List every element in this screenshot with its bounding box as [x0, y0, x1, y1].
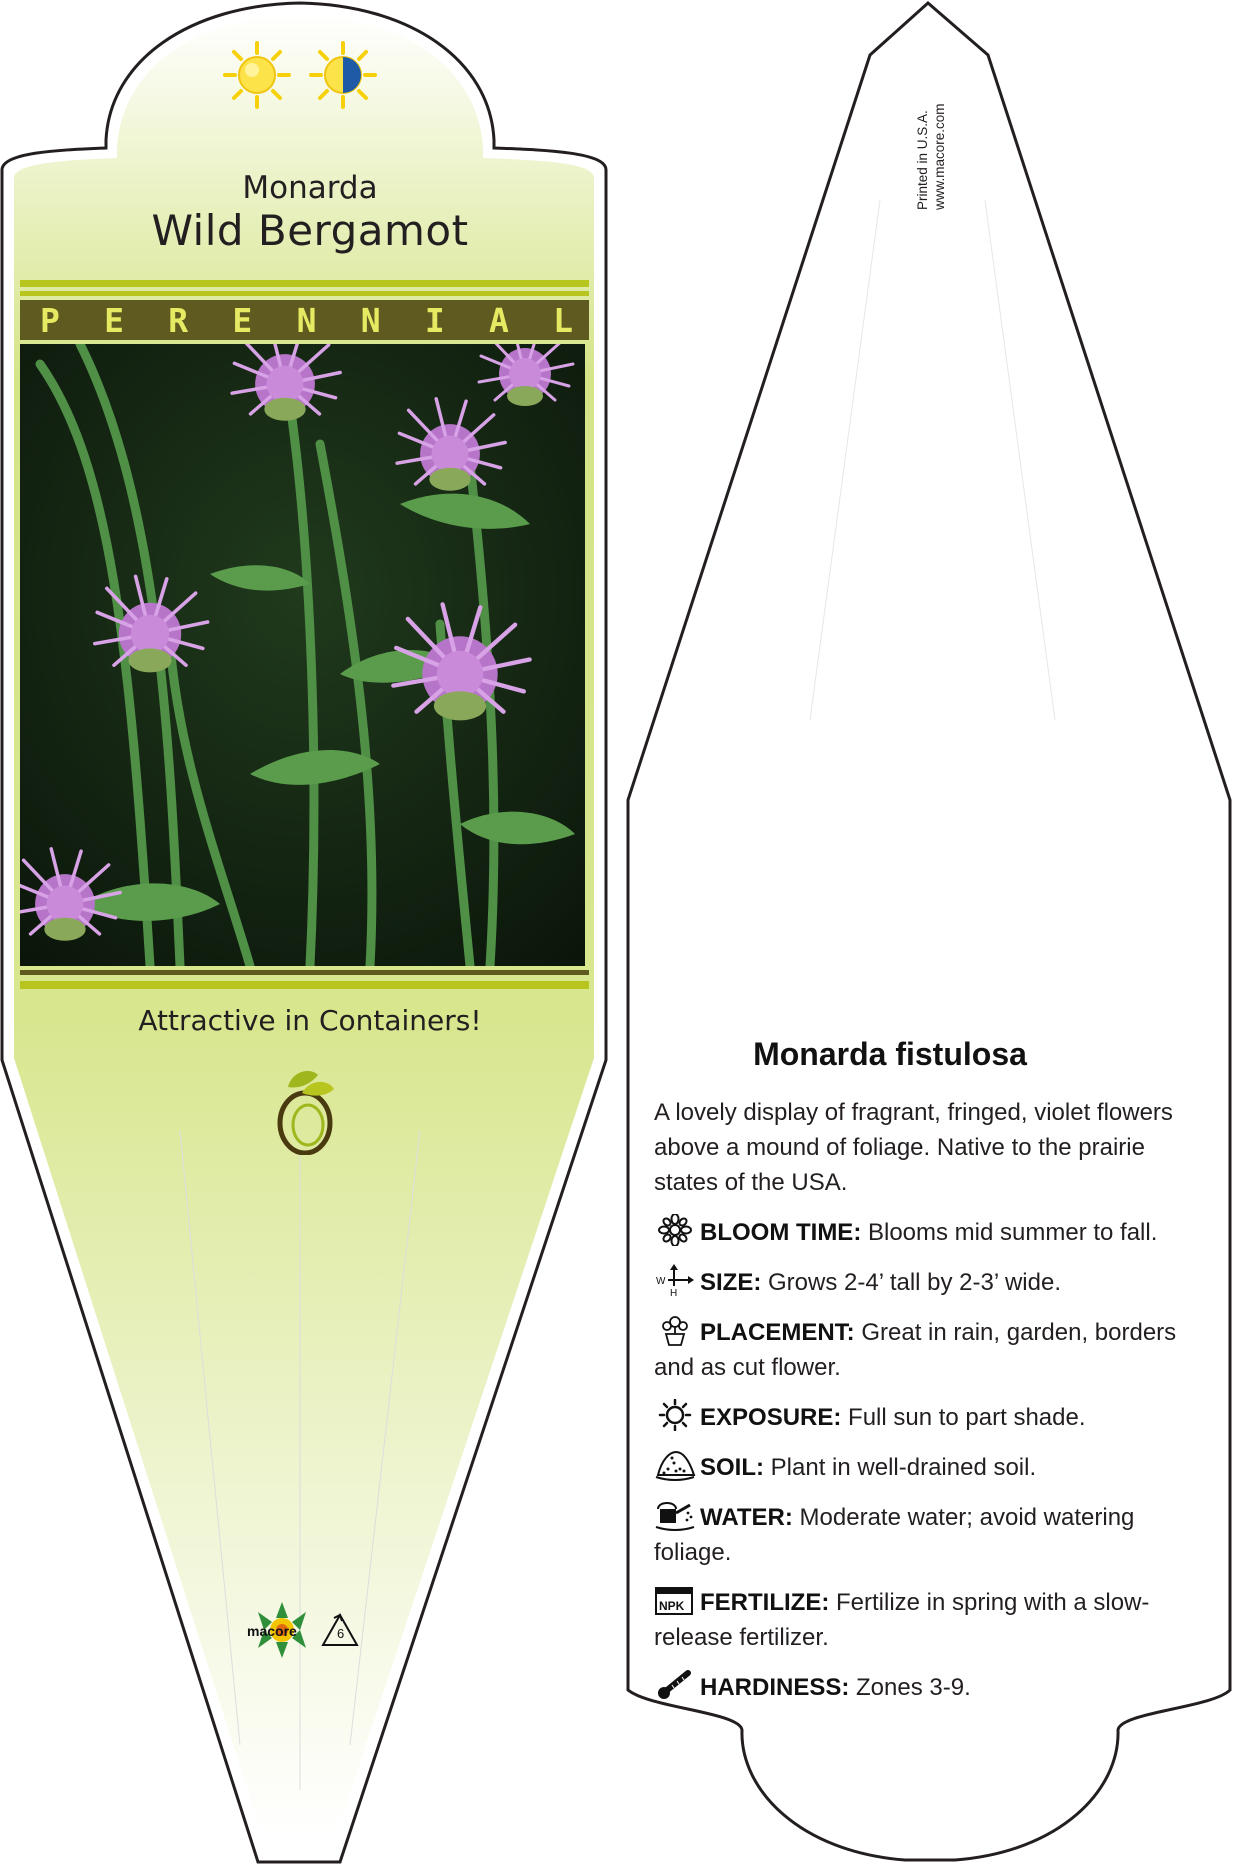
npk-icon	[654, 1584, 696, 1616]
attr-key: HARDINESS:	[700, 1674, 850, 1701]
attr-size	[654, 1264, 1214, 1300]
sun-outline-icon	[654, 1399, 696, 1431]
category-letter: L	[553, 300, 573, 340]
part-sun-icon	[308, 40, 378, 110]
top-stripe-2	[20, 291, 589, 296]
botanical-name: Monarda fistulosa	[753, 1036, 1027, 1072]
soil-icon	[654, 1449, 696, 1481]
care-info	[654, 1095, 1214, 1719]
attr-water	[654, 1499, 1214, 1570]
bottom-stripe-2	[20, 981, 589, 989]
attr-key: EXPOSURE:	[700, 1404, 842, 1431]
flower-icon	[654, 1214, 696, 1246]
category-letter: P	[40, 300, 60, 340]
category-letter: I	[424, 300, 445, 340]
attr-value: Full sun to part shade.	[841, 1404, 1086, 1431]
attr-key: PLACEMENT:	[700, 1319, 855, 1346]
sprout-logo-icon	[270, 1065, 340, 1155]
attr-value: Blooms mid summer to fall.	[861, 1219, 1158, 1246]
attr-value: Fertilize in spring with a slow-release fertilizer.	[654, 1589, 1150, 1651]
svg-text:H: H	[670, 1288, 678, 1296]
plant-pot-icon	[654, 1314, 696, 1346]
attr-value: Moderate water; avoid watering foliage.	[654, 1504, 1135, 1566]
attr-key: BLOOM TIME:	[700, 1219, 862, 1246]
attr-placement	[654, 1314, 1214, 1385]
description: A lovely display of fragrant, fringed, violet flowers above a mound of foliage. Native to the prairie states of the USA.	[654, 1099, 1173, 1196]
genus-name: Monarda	[242, 170, 378, 206]
attr-key: SOIL:	[700, 1454, 764, 1481]
attr-value: Zones 3-9.	[849, 1674, 971, 1701]
attr-value: Grows 2-4’ tall by 2-3’ wide.	[761, 1269, 1062, 1296]
full-sun-icon	[222, 40, 292, 110]
category-letter: E	[104, 300, 125, 340]
top-stripe	[20, 280, 589, 287]
common-name: Wild Bergamot	[151, 206, 469, 255]
svg-text:NPK: NPK	[659, 1599, 685, 1613]
attr-soil	[654, 1449, 1214, 1485]
attr-key: FERTILIZE:	[700, 1589, 830, 1616]
category-letter: R	[168, 300, 189, 340]
bottom-stripe	[20, 970, 589, 975]
watering-can-icon	[654, 1499, 696, 1531]
category-letter: N	[360, 300, 381, 340]
category-letter: A	[488, 300, 509, 340]
attr-key: SIZE:	[700, 1269, 762, 1296]
recycle-code: 6	[337, 1626, 345, 1641]
tagline: Attractive in Containers!	[138, 1004, 482, 1037]
attr-key: WATER:	[700, 1504, 793, 1531]
category-letter: N	[296, 300, 317, 340]
size-icon	[654, 1264, 696, 1296]
category-letter: E	[232, 300, 253, 340]
printed-info	[914, 103, 948, 210]
svg-text:W: W	[656, 1276, 666, 1287]
attr-bloom-time	[654, 1214, 1214, 1250]
printed-line: www.macore.com	[932, 103, 947, 210]
printed-line: Printed in U.S.A.	[915, 110, 930, 210]
attr-hardiness	[654, 1669, 1214, 1705]
brand-label: macore	[247, 1623, 297, 1639]
attr-exposure	[654, 1399, 1214, 1435]
thermometer-icon	[654, 1669, 696, 1701]
attr-value: Great in rain, garden, borders and as cut flower.	[654, 1319, 1177, 1381]
attr-fertilize	[654, 1584, 1214, 1655]
category-band	[20, 300, 589, 340]
plant-photo	[20, 344, 585, 966]
attr-value: Plant in well-drained soil.	[764, 1454, 1037, 1481]
